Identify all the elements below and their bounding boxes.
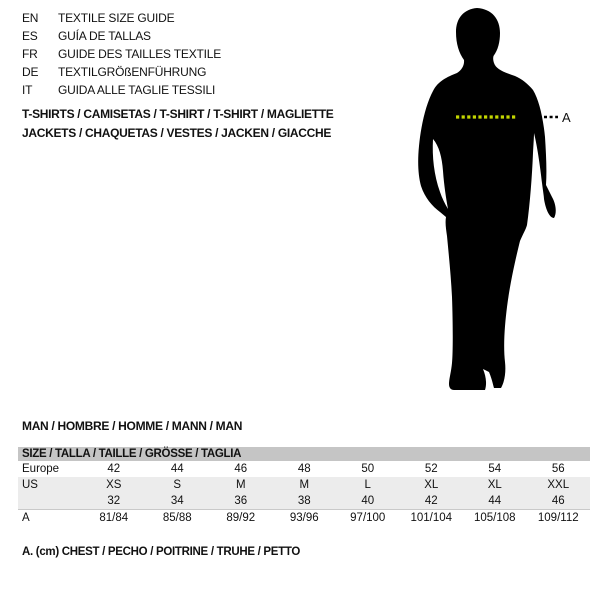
- language-row-it: [22, 81, 221, 99]
- table-cell: 52: [424, 463, 438, 475]
- language-list: [22, 9, 221, 99]
- product-categories: [22, 105, 334, 143]
- language-code: FR: [22, 47, 38, 61]
- table-cell: 34: [170, 495, 184, 507]
- row-label: US: [22, 479, 38, 491]
- language-row-es: [22, 27, 221, 45]
- table-cell: M: [299, 479, 310, 491]
- table-cell: 46: [234, 463, 248, 475]
- language-code: IT: [22, 83, 33, 97]
- table-cell: 36: [234, 495, 248, 507]
- measurement-legend: A. (cm) CHEST / PECHO / POITRINE / TRUHE / PETTO: [22, 546, 301, 558]
- table-cell: 48: [297, 463, 311, 475]
- product-line-tshirts: T-SHIRTS / CAMISETAS / T-SHIRT / T-SHIRT / MAGLIETTE: [22, 107, 334, 121]
- table-row-numeric: [18, 493, 590, 509]
- language-code: DE: [22, 65, 39, 79]
- table-cell: 32: [107, 495, 121, 507]
- measurement-a-label: A: [562, 110, 571, 125]
- product-line-jackets: JACKETS / CHAQUETAS / VESTES / JACKEN / GIACCHE: [22, 126, 332, 140]
- table-cell: 46: [551, 495, 565, 507]
- table-cell: 42: [107, 463, 121, 475]
- table-cell: 40: [361, 495, 375, 507]
- table-cell: 89/92: [226, 512, 256, 524]
- table-row-europe: [18, 461, 590, 477]
- language-title: GUIDE DES TAILLES TEXTILE: [58, 47, 222, 61]
- language-title: GUIDA ALLE TAGLIE TESSILI: [58, 83, 216, 97]
- table-cell: 105/108: [473, 512, 516, 524]
- language-title: GUÍA DE TALLAS: [58, 29, 151, 43]
- table-cell: 101/104: [410, 512, 453, 524]
- table-row-chest-a: [18, 509, 590, 526]
- row-label: A: [22, 512, 30, 524]
- table-cell: S: [173, 479, 182, 491]
- size-table-header: SIZE / TALLA / TAILLE / GRÖSSE / TAGLIA: [18, 447, 590, 461]
- man-silhouette: [400, 5, 590, 395]
- language-title: TEXTILE SIZE GUIDE: [58, 11, 175, 25]
- table-cell: 56: [551, 463, 565, 475]
- gender-heading: MAN / HOMBRE / HOMME / MANN / MAN: [22, 419, 243, 433]
- table-cell: 38: [297, 495, 311, 507]
- table-cell: M: [235, 479, 246, 491]
- language-row-en: [22, 9, 221, 27]
- table-cell: XS: [106, 479, 122, 491]
- size-table: [18, 447, 590, 526]
- table-cell: 54: [488, 463, 502, 475]
- table-cell: XXL: [547, 479, 570, 491]
- table-cell: 109/112: [537, 512, 579, 524]
- table-cell: XL: [487, 479, 502, 491]
- table-cell: L: [364, 479, 371, 491]
- row-label: Europe: [22, 463, 60, 475]
- table-row-us: [18, 477, 590, 493]
- language-code: EN: [22, 11, 39, 25]
- table-cell: 93/96: [289, 512, 319, 524]
- table-cell: 85/88: [162, 512, 192, 524]
- man-silhouette-body: [418, 8, 556, 390]
- table-cell: 44: [170, 463, 184, 475]
- table-cell: 42: [424, 495, 438, 507]
- table-cell: 50: [361, 463, 375, 475]
- language-row-fr: [22, 45, 221, 63]
- language-row-de: [22, 63, 221, 81]
- table-cell: 44: [488, 495, 502, 507]
- table-cell: 97/100: [350, 512, 386, 524]
- table-cell: XL: [424, 479, 439, 491]
- table-cell: 81/84: [99, 512, 129, 524]
- language-code: ES: [22, 29, 38, 43]
- language-title: TEXTILGRÖßENFÜHRUNG: [58, 65, 207, 79]
